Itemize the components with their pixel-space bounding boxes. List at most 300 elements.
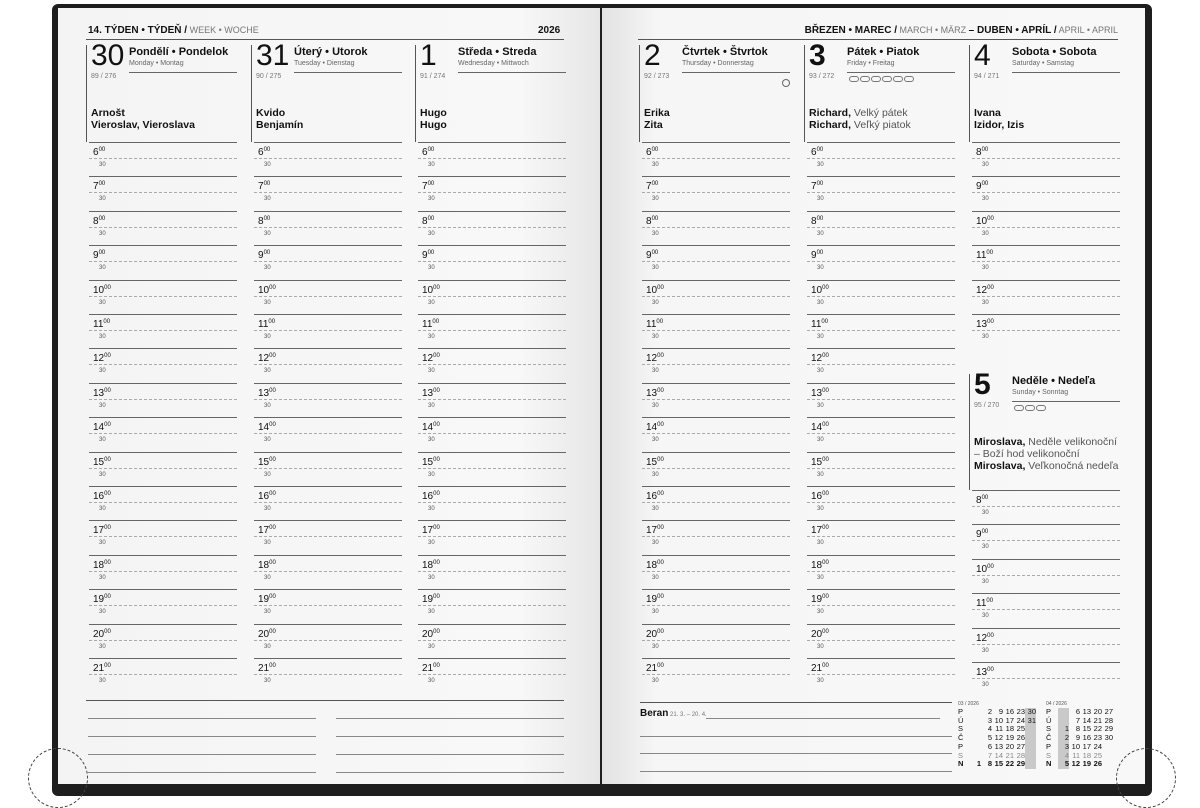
- note-line[interactable]: [336, 754, 564, 755]
- month-1-sub: MARCH • MÄRZ: [897, 25, 969, 35]
- half-hour-rule: [807, 674, 955, 675]
- note-line[interactable]: [336, 736, 564, 737]
- hour-slot[interactable]: [254, 142, 402, 176]
- half-hour-rule: [254, 502, 402, 503]
- hour-minutes: 00: [987, 284, 994, 291]
- hour-slot[interactable]: [254, 245, 402, 279]
- hour-slot[interactable]: [418, 417, 566, 451]
- calendar-day: [1025, 743, 1036, 752]
- note-line[interactable]: [640, 771, 952, 772]
- hour-minutes: 00: [822, 456, 829, 463]
- calendar-day: 3: [987, 715, 992, 725]
- half-hour-label: 30: [982, 265, 989, 272]
- hour-label: $20^{00}$: [646, 628, 664, 640]
- calendar-day: [1102, 760, 1113, 769]
- calendar-day: 18: [1005, 724, 1014, 734]
- note-line[interactable]: [706, 718, 940, 719]
- half-hour-label: 30: [99, 609, 106, 616]
- hour-label: $10^{00}$: [422, 284, 440, 296]
- calendar-day: [1102, 743, 1113, 752]
- hour-slot[interactable]: [807, 348, 955, 382]
- calendar-day: [970, 725, 981, 734]
- hour-minutes: 00: [656, 319, 664, 325]
- hour-slot[interactable]: [254, 211, 402, 245]
- hour-slot[interactable]: [89, 658, 237, 692]
- calendar-day: [1025, 725, 1036, 734]
- hour-slot[interactable]: [972, 211, 1120, 245]
- hour-slot[interactable]: [254, 624, 402, 658]
- half-hour-label: 30: [817, 299, 824, 306]
- weekday-letter: P: [958, 707, 964, 716]
- hour-minutes: 00: [104, 353, 111, 360]
- day-rule: [682, 72, 790, 73]
- moon-phase-icon: [782, 79, 790, 87]
- half-hour-label: 30: [264, 609, 271, 616]
- hour-slot[interactable]: [418, 245, 566, 279]
- hour-slot[interactable]: [254, 452, 402, 486]
- half-hour-rule: [89, 364, 237, 365]
- hour-slot[interactable]: [642, 658, 790, 692]
- hour-label: $10^{00}$: [258, 284, 276, 296]
- half-hour-label: 30: [428, 230, 435, 237]
- hour-slot[interactable]: [89, 314, 237, 348]
- half-hour-label: 30: [99, 437, 106, 444]
- hour-slot[interactable]: [254, 486, 402, 520]
- half-hour-rule: [418, 571, 566, 572]
- half-hour-rule: [972, 609, 1120, 610]
- day-name: Středa • Streda: [458, 46, 537, 58]
- hour-slot[interactable]: [807, 520, 955, 554]
- hour-label: $13^{00}$: [258, 387, 276, 399]
- hour-label: $17^{00}$: [811, 525, 829, 537]
- header-rule: [86, 39, 564, 40]
- note-line[interactable]: [88, 754, 316, 755]
- hour-label: $21^{00}$: [811, 663, 829, 674]
- hour-slot[interactable]: [418, 314, 566, 348]
- half-hour-rule: [89, 468, 237, 469]
- day-of-year: 92 / 273: [644, 73, 670, 80]
- column-divider: [969, 374, 970, 490]
- half-hour-label: 30: [264, 471, 271, 478]
- half-hour-rule: [254, 605, 402, 606]
- hour-minutes: 00: [657, 353, 664, 360]
- hour-slot[interactable]: [89, 452, 237, 486]
- hour-slot[interactable]: [418, 383, 566, 417]
- hour-slot[interactable]: [807, 142, 955, 176]
- hour-slot[interactable]: [254, 417, 402, 451]
- hour-slot[interactable]: [254, 658, 402, 692]
- hour-slot[interactable]: [807, 245, 955, 279]
- half-hour-rule: [642, 330, 790, 331]
- hour-slot[interactable]: [642, 176, 790, 210]
- hour-slot[interactable]: [642, 314, 790, 348]
- holiday-flag-icon: [882, 76, 892, 82]
- half-hour-rule: [418, 536, 566, 537]
- half-hour-label: 30: [428, 540, 435, 547]
- hour-slot[interactable]: [642, 348, 790, 382]
- hour-minutes: 00: [657, 456, 664, 463]
- namedays: [644, 107, 794, 131]
- hour-label: $20^{00}$: [93, 628, 111, 640]
- nameday-line: [420, 119, 570, 131]
- half-hour-label: 30: [817, 334, 824, 340]
- half-hour-rule: [972, 506, 1120, 507]
- hour-minutes: 00: [432, 319, 440, 325]
- hour-slot[interactable]: [972, 245, 1120, 279]
- hour-label: $11^{00}$: [646, 319, 664, 330]
- hour-minutes: 00: [981, 147, 989, 153]
- hour-slot[interactable]: [89, 555, 237, 589]
- hour-minutes: 00: [822, 559, 829, 566]
- hour-label: $17^{00}$: [646, 525, 664, 537]
- hour-minutes: 00: [103, 319, 111, 325]
- hour-slot[interactable]: [972, 176, 1120, 210]
- half-hour-rule: [418, 468, 566, 469]
- hour-slot[interactable]: [642, 486, 790, 520]
- half-hour-label: 30: [652, 299, 659, 306]
- note-line[interactable]: [88, 736, 316, 737]
- calendar-day: 2: [987, 707, 992, 716]
- half-hour-rule: [972, 540, 1120, 541]
- hour-slot[interactable]: [972, 628, 1120, 662]
- hour-slot[interactable]: [418, 142, 566, 176]
- hour-slot[interactable]: [642, 417, 790, 451]
- hour-slot[interactable]: [807, 589, 955, 623]
- hour-slot[interactable]: [89, 280, 237, 314]
- calendar-day: 24: [1093, 741, 1102, 751]
- hour-slot[interactable]: [972, 559, 1120, 593]
- half-hour-rule: [642, 571, 790, 572]
- calendar-day: 11: [1072, 750, 1080, 760]
- half-hour-label: 30: [264, 162, 271, 168]
- hour-slot[interactable]: [972, 490, 1120, 524]
- hour-slot[interactable]: [254, 555, 402, 589]
- half-hour-rule: [972, 261, 1120, 262]
- calendar-day: 7: [1075, 715, 1080, 725]
- calendar-day: 21: [1093, 715, 1102, 725]
- hour-slot[interactable]: [89, 142, 237, 176]
- hour-slot[interactable]: [807, 383, 955, 417]
- hour-minutes: 00: [269, 628, 276, 635]
- hour-slot[interactable]: [807, 211, 955, 245]
- hour-slot[interactable]: [972, 524, 1120, 558]
- calendar-day: 26: [1093, 759, 1102, 769]
- half-hour-label: 30: [99, 299, 106, 306]
- half-hour-rule: [972, 192, 1120, 193]
- hour-slot[interactable]: [418, 486, 566, 520]
- half-hour-label: 30: [264, 437, 271, 444]
- calendar-day: 2: [1058, 734, 1069, 743]
- hour-minutes: 00: [104, 387, 111, 394]
- half-hour-label: 30: [982, 647, 989, 654]
- half-hour-rule: [89, 261, 237, 262]
- hour-minutes: 00: [104, 559, 111, 566]
- hour-label: $13^{00}$: [646, 387, 664, 399]
- half-hour-rule: [89, 330, 237, 331]
- hour-slot[interactable]: [254, 589, 402, 623]
- calendar-day: 25: [1016, 724, 1025, 734]
- half-hour-rule: [807, 330, 955, 331]
- hour-slot[interactable]: [642, 520, 790, 554]
- hour-label: $7^{00}$: [422, 181, 435, 193]
- calendar-day: 12: [1071, 759, 1080, 769]
- half-hour-label: 30: [652, 162, 659, 168]
- hour-label: $16^{00}$: [258, 491, 276, 502]
- namedays: [974, 107, 1124, 131]
- calendar-day: 1: [976, 759, 981, 769]
- note-line[interactable]: [640, 753, 952, 754]
- hour-label: $12^{00}$: [422, 353, 440, 365]
- half-hour-label: 30: [982, 230, 989, 237]
- hour-label: $7^{00}$: [646, 181, 659, 193]
- hour-slot[interactable]: [642, 245, 790, 279]
- hour-label: $11^{00}$: [811, 319, 829, 330]
- hour-minutes: 00: [433, 456, 440, 463]
- half-hour-rule: [642, 192, 790, 193]
- namedays: [256, 107, 406, 131]
- hour-slot[interactable]: [642, 280, 790, 314]
- half-hour-rule: [254, 433, 402, 434]
- half-hour-label: 30: [99, 506, 106, 512]
- day-number: 30: [91, 39, 125, 72]
- half-hour-rule: [254, 192, 402, 193]
- day-of-year: 89 / 276: [91, 73, 117, 80]
- weekday-letter: Ú: [1046, 715, 1052, 725]
- hour-slot[interactable]: [807, 314, 955, 348]
- calendar-day: 31: [1025, 717, 1036, 726]
- hour-slot[interactable]: [807, 452, 955, 486]
- half-hour-label: 30: [264, 368, 271, 375]
- hour-slot[interactable]: [418, 176, 566, 210]
- half-hour-label: 30: [264, 230, 271, 237]
- half-hour-rule: [807, 192, 955, 193]
- nameday-line: [256, 119, 406, 131]
- hour-slot[interactable]: [418, 658, 566, 692]
- calendar-day: 24: [1016, 715, 1025, 725]
- half-hour-rule: [254, 399, 402, 400]
- calendar-day: 29: [1016, 759, 1025, 769]
- nameday-line: [809, 119, 959, 131]
- hour-slot[interactable]: [89, 486, 237, 520]
- calendar-day: 30: [1104, 733, 1113, 743]
- half-hour-rule: [418, 158, 566, 159]
- day-name-translation: Saturday • Samstag: [1012, 60, 1074, 67]
- half-hour-rule: [418, 605, 566, 606]
- hour-minutes: 00: [433, 559, 440, 566]
- hour-slot[interactable]: [418, 555, 566, 589]
- hour-minutes: 00: [987, 632, 994, 639]
- hour-slot[interactable]: [807, 658, 955, 692]
- hour-label: $21^{00}$: [646, 663, 664, 674]
- hour-slot[interactable]: [972, 280, 1120, 314]
- hour-minutes: 00: [433, 663, 440, 669]
- hour-slot[interactable]: [972, 593, 1120, 627]
- hour-label: $15^{00}$: [258, 456, 276, 468]
- hour-slot[interactable]: [807, 555, 955, 589]
- hour-label: $14^{00}$: [646, 422, 664, 434]
- hour-label: $19^{00}$: [646, 594, 664, 606]
- note-line[interactable]: [88, 718, 316, 719]
- hour-slot[interactable]: [642, 452, 790, 486]
- half-hour-label: 30: [652, 334, 659, 340]
- hour-label: $14^{00}$: [422, 422, 440, 434]
- nameday-line: [256, 107, 406, 119]
- half-hour-rule: [972, 330, 1120, 331]
- hour-minutes: 00: [269, 491, 276, 497]
- hour-slot[interactable]: [89, 211, 237, 245]
- hour-slot[interactable]: [972, 314, 1120, 348]
- calendar-day: [970, 717, 981, 726]
- hour-label: $14^{00}$: [93, 422, 111, 434]
- mini-calendar: [958, 700, 1036, 769]
- nameday-name: Arnošt: [91, 107, 125, 119]
- hour-label: $11^{00}$: [976, 250, 994, 262]
- hour-slot[interactable]: [418, 520, 566, 554]
- hour-slot[interactable]: [807, 417, 955, 451]
- half-hour-rule: [642, 468, 790, 469]
- hour-minutes: 00: [822, 628, 829, 635]
- hour-label: $9^{00}$: [976, 529, 989, 541]
- hour-label: $8^{00}$: [93, 215, 106, 227]
- week-sublabel: WEEK • WOCHE: [187, 25, 259, 35]
- hour-slot[interactable]: [642, 142, 790, 176]
- nameday-name: Vieroslav, Vieroslava: [91, 119, 195, 131]
- half-hour-rule: [418, 296, 566, 297]
- hour-slot[interactable]: [89, 520, 237, 554]
- hour-minutes: 00: [104, 456, 111, 463]
- half-hour-rule: [807, 502, 955, 503]
- holiday-flag-icon: [871, 76, 881, 82]
- hour-slot[interactable]: [254, 348, 402, 382]
- hour-minutes: 00: [816, 181, 824, 188]
- hour-slot[interactable]: [254, 383, 402, 417]
- hour-minutes: 00: [657, 628, 664, 635]
- hour-slot[interactable]: [418, 589, 566, 623]
- mini-calendar-row: [1046, 760, 1113, 769]
- half-hour-label: 30: [652, 471, 659, 478]
- day-of-year: 95 / 270: [974, 402, 1000, 409]
- mini-calendar-caption: 04 / 2026: [1046, 701, 1067, 707]
- hour-slot[interactable]: [807, 176, 955, 210]
- note-line[interactable]: [336, 718, 564, 719]
- half-hour-label: 30: [264, 402, 271, 409]
- hour-slot[interactable]: [89, 417, 237, 451]
- hour-slot[interactable]: [89, 589, 237, 623]
- hour-slot[interactable]: [254, 520, 402, 554]
- half-hour-rule: [642, 433, 790, 434]
- hour-slot[interactable]: [642, 211, 790, 245]
- hour-slot[interactable]: [89, 383, 237, 417]
- hour-slot[interactable]: [418, 624, 566, 658]
- hour-slot[interactable]: [89, 245, 237, 279]
- half-hour-label: 30: [652, 230, 659, 237]
- hour-slot[interactable]: [89, 176, 237, 210]
- hour-slot[interactable]: [807, 486, 955, 520]
- hour-label: $12^{00}$: [976, 284, 994, 296]
- nameday-name: Erika: [644, 107, 670, 119]
- hour-slot[interactable]: [418, 348, 566, 382]
- half-hour-label: 30: [264, 678, 271, 684]
- hour-slot[interactable]: [642, 383, 790, 417]
- day-number: 4: [974, 39, 991, 72]
- half-hour-label: 30: [99, 196, 106, 203]
- note-line[interactable]: [88, 772, 316, 773]
- hour-label: $21^{00}$: [422, 663, 440, 674]
- hour-minutes: 00: [433, 628, 440, 635]
- hour-slot[interactable]: [972, 142, 1120, 176]
- hour-slot[interactable]: [254, 176, 402, 210]
- namedays: [974, 436, 1124, 472]
- calendar-day: 13: [1082, 707, 1091, 716]
- half-hour-label: 30: [99, 334, 106, 340]
- hour-minutes: 00: [816, 215, 824, 222]
- hour-slot[interactable]: [642, 589, 790, 623]
- hour-slot[interactable]: [89, 348, 237, 382]
- half-hour-label: 30: [428, 678, 435, 684]
- calendar-day: 23: [1016, 707, 1025, 716]
- hour-minutes: 00: [104, 525, 111, 532]
- half-hour-rule: [254, 158, 402, 159]
- half-hour-label: 30: [817, 196, 824, 203]
- calendar-day: 17: [1082, 741, 1091, 751]
- hour-minutes: 00: [104, 284, 111, 291]
- hour-slot[interactable]: [807, 280, 955, 314]
- half-hour-label: 30: [817, 506, 824, 512]
- half-hour-label: 30: [428, 196, 435, 203]
- hour-minutes: 00: [822, 387, 829, 394]
- hour-slot[interactable]: [254, 280, 402, 314]
- hour-slot[interactable]: [418, 452, 566, 486]
- weekday-letter: P: [958, 741, 964, 751]
- half-hour-label: 30: [817, 540, 824, 547]
- calendar-day: [1025, 734, 1036, 743]
- half-hour-label: 30: [428, 368, 435, 375]
- hour-label: $18^{00}$: [811, 559, 829, 571]
- hour-minutes: 00: [657, 559, 664, 566]
- hour-slot[interactable]: [89, 624, 237, 658]
- hour-minutes: 00: [104, 491, 111, 497]
- half-hour-label: 30: [982, 544, 989, 551]
- hour-slot[interactable]: [807, 624, 955, 658]
- column-divider: [86, 45, 87, 142]
- hour-slot[interactable]: [254, 314, 402, 348]
- hour-minutes: 00: [433, 422, 440, 429]
- hour-slot[interactable]: [418, 211, 566, 245]
- weekday-letter: S: [958, 750, 964, 760]
- half-hour-rule: [642, 674, 790, 675]
- hour-slot[interactable]: [418, 280, 566, 314]
- hour-slot[interactable]: [642, 624, 790, 658]
- hour-slot[interactable]: [972, 662, 1120, 696]
- hour-minutes: 00: [657, 525, 664, 532]
- calendar-day: 27: [1104, 707, 1113, 716]
- holiday-flag-icon: [1036, 405, 1046, 411]
- half-hour-label: 30: [652, 609, 659, 616]
- note-line[interactable]: [336, 772, 564, 773]
- holiday-flag-icon: [904, 76, 914, 82]
- note-line[interactable]: [640, 736, 952, 737]
- nameday-line: [644, 107, 794, 119]
- day-rule: [294, 72, 402, 73]
- hour-label: $8^{00}$: [422, 215, 435, 227]
- hour-label: $21^{00}$: [258, 663, 276, 674]
- calendar-day: 28: [1104, 715, 1113, 725]
- hour-label: $6^{00}$: [93, 147, 106, 158]
- hour-minutes: 00: [269, 594, 276, 601]
- hour-label: $9^{00}$: [646, 250, 659, 262]
- hour-slot[interactable]: [642, 555, 790, 589]
- hour-minutes: 00: [269, 284, 276, 291]
